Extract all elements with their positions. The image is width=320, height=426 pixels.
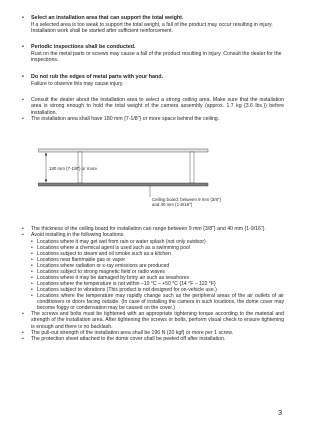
note-ceiling-strength: • Consult the dealer about the installation area to select a strong ceiling area. Make sure that the installation area is strong enough to hold the total weight of the camera assembly (approx. 1.7 kg {3.6 lbs.}) before installation. <box>22 97 284 116</box>
note-avoid-heading: • Avoid installing in the following locations. <box>22 232 284 238</box>
warning-heading: • Select an installation area that can support the total weight. <box>22 15 284 22</box>
warning-total-weight <box>22 15 284 35</box>
warning-metal-edges <box>22 74 284 87</box>
page-number: 3 <box>278 408 283 417</box>
warning-body: Rust on the metal parts or screws may cause a fall of the product resulting in injury. Consult the dealer for the inspections. <box>31 50 282 64</box>
avoid-item: • Locations where it may get wet from rain or water splash (not only outdoor) <box>22 239 284 245</box>
note-board-thickness: • The thickness of the ceiling board for installation can range between 9 mm {3/8"} and 40 mm {1-9/16"}. <box>22 226 284 232</box>
avoid-item: • Locations subject to steam and oil smoke such as a kitchen <box>22 251 284 257</box>
avoid-item: • Locations where the temperature is not within –10 °C – +50 °C {14 °F – 122 °F} <box>22 281 284 287</box>
note-screw-torque: • The screws and bolts must be tightened with an appropriate tightening torque according to the material and strength of the installation area. After tightening the screws or bolts, perform visual check to ensure tightening is enough and there is no backlash. <box>22 311 284 330</box>
arrow-down-icon <box>45 180 47 183</box>
avoid-item: • Locations subject to strong magnetic field or radio waves <box>22 269 284 275</box>
board-thickness-label: and 40 mm {1-9/16"} <box>152 202 193 207</box>
board-thickness-label: Ceiling board: between 9 mm {3/8"} <box>152 197 221 202</box>
avoid-item: • Locations where radiation or x-ray emissions are produced <box>22 263 284 269</box>
support-rod-right <box>190 152 194 183</box>
avoid-item: • Locations near flammable gas or vapor <box>22 257 284 263</box>
warning-heading: • Periodic inspections shall be conducted. <box>22 44 284 51</box>
avoid-item: • Locations where a chemical agent is used such as a swimming pool <box>22 245 284 251</box>
warning-body: If a selected area is too weak to support the total weight, a fall of the product may occur resulting in injury. Installation work shall be started after sufficient reinforcement. <box>31 21 273 35</box>
note-pull-out-strength: • The pull-out strength of the installation area shall be 196 N {20 kgf} or more per 1 screw. <box>22 330 284 336</box>
notes-top <box>22 97 284 122</box>
avoid-item: • Locations subject to vibrations (This product is not designed for on-vehicle use.) <box>22 287 284 293</box>
ceiling-diagram <box>38 140 228 214</box>
notes-bottom <box>22 226 284 343</box>
note-protection-sheet: • The protection sheet attached to the dome cover shall be peeled off after installation. <box>22 336 284 342</box>
arrow-up-icon <box>45 153 47 156</box>
note-space-behind: • The installation area shall have 180 mm {7-1/8"} or more space behind the ceiling. <box>22 116 284 122</box>
ceiling-board <box>38 149 208 152</box>
ceiling-panel <box>38 183 208 186</box>
warning-heading: • Do not rub the edges of metal parts with your hand. <box>22 74 284 81</box>
warning-body: Failure to observe this may cause injury. <box>31 80 124 87</box>
avoid-item: • Locations where the temperature may rapidly change such as the peripheral areas of the air outlets of air conditioners or doors facing outside. (In case of installing the camera in such locations, the dome cover may become foggy or condensation may be caused on the cover.) <box>22 293 284 311</box>
warning-periodic-inspections <box>22 44 284 64</box>
space-label: 180 mm {7-1/8"} or more <box>49 166 97 171</box>
avoid-item: • Locations where it may be damaged by briny air such as seashores <box>22 275 284 281</box>
